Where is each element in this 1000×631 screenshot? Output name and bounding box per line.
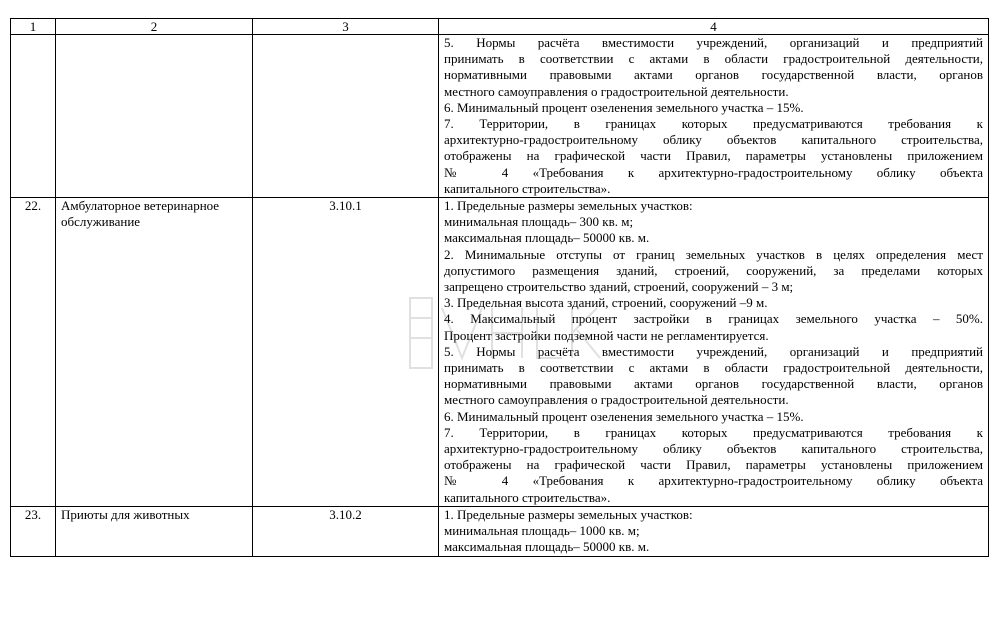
header-cell-1: 1 — [11, 19, 56, 35]
parameter-line: Процент застройки подземной части не регламентируется. — [444, 327, 769, 343]
parameter-line: местного самоуправления о градостроительной деятельности. — [444, 392, 789, 408]
parameter-line: капитального строительства». — [444, 489, 611, 505]
parameter-line: принимать в соответствии с актами в области градостроительной деятельности, — [444, 360, 983, 376]
parameter-line: минимальная площадь– 1000 кв. м; — [444, 523, 640, 539]
use-code: 3.10.1 — [253, 198, 439, 507]
parameter-line: нормативными правовыми актами органов государственной власти, органов — [444, 376, 983, 392]
parameter-line: отображены на графической части Правил, параметры установлены приложением — [444, 148, 983, 164]
header-cell-4: 4 — [439, 19, 989, 35]
table-row — [11, 35, 989, 198]
parameter-line: 5. Нормы расчёта вместимости учреждений, организаций и предприятий — [444, 343, 983, 359]
parameter-line: 4. Максимальный процент застройки в границах земельного участка – 50%. — [444, 311, 983, 327]
regulations-table — [10, 18, 989, 557]
parameters-cell — [439, 506, 989, 556]
header-cell-3: 3 — [253, 19, 439, 35]
parameters-cell — [439, 35, 989, 198]
permitted-use-name — [56, 35, 253, 198]
parameter-line: № 4 «Требования к архитектурно-градостроительному облику объекта — [444, 164, 983, 180]
parameter-line: № 4 «Требования к архитектурно-градостроительному облику объекта — [444, 473, 983, 489]
parameter-line: минимальная площадь– 300 кв. м; — [444, 214, 634, 230]
parameter-line: 3. Предельная высота зданий, строений, сооружений –9 м. — [444, 295, 768, 311]
parameters-cell — [439, 198, 989, 507]
parameter-line: допустимого размещения зданий, строений, сооружений, за пределами которых — [444, 262, 983, 278]
parameter-line: капитального строительства». — [444, 180, 611, 196]
use-code: 3.10.2 — [253, 506, 439, 556]
table-row — [11, 506, 989, 556]
parameter-line: 5. Нормы расчёта вместимости учреждений, организаций и предприятий — [444, 35, 983, 50]
parameter-line: отображены на графической части Правил, параметры установлены приложением — [444, 457, 983, 473]
permitted-use-name: Амбулаторное ветеринарное обслуживание — [56, 198, 253, 507]
parameter-line: запрещено строительство зданий, строений, сооружений – 3 м; — [444, 279, 794, 295]
parameter-line: 6. Минимальный процент озеленения земельного участка – 15%. — [444, 408, 804, 424]
parameter-line: архитектурно-градостроительному облику объектов капитального строительства, — [444, 441, 983, 457]
row-number: 23. — [11, 506, 56, 556]
use-code — [253, 35, 439, 198]
row-number: 22. — [11, 198, 56, 507]
parameter-line: 2. Минимальные отступы от границ земельных участков в целях определения мест — [444, 246, 983, 262]
document-page — [10, 18, 988, 557]
permitted-use-name: Приюты для животных — [56, 506, 253, 556]
row-number — [11, 35, 56, 198]
parameter-line: 7. Территории, в границах которых предусматриваются требования к — [444, 116, 983, 132]
parameter-line: принимать в соответствии с актами в области градостроительной деятельности, — [444, 51, 983, 67]
parameter-line: максимальная площадь– 50000 кв. м. — [444, 539, 650, 555]
parameter-line: 7. Территории, в границах которых предусматриваются требования к — [444, 424, 983, 440]
header-row — [11, 19, 989, 35]
header-cell-2: 2 — [56, 19, 253, 35]
parameter-line: 1. Предельные размеры земельных участков: — [444, 506, 693, 522]
parameter-line: 6. Минимальный процент озеленения земельного участка – 15%. — [444, 99, 804, 115]
parameter-line: местного самоуправления о градостроительной деятельности. — [444, 83, 789, 99]
parameter-line: архитектурно-градостроительному облику объектов капитального строительства, — [444, 132, 983, 148]
parameter-line: нормативными правовыми актами органов государственной власти, органов — [444, 67, 983, 83]
parameter-line: 1. Предельные размеры земельных участков: — [444, 198, 693, 214]
parameter-line: максимальная площадь– 50000 кв. м. — [444, 230, 650, 246]
table-row — [11, 198, 989, 507]
